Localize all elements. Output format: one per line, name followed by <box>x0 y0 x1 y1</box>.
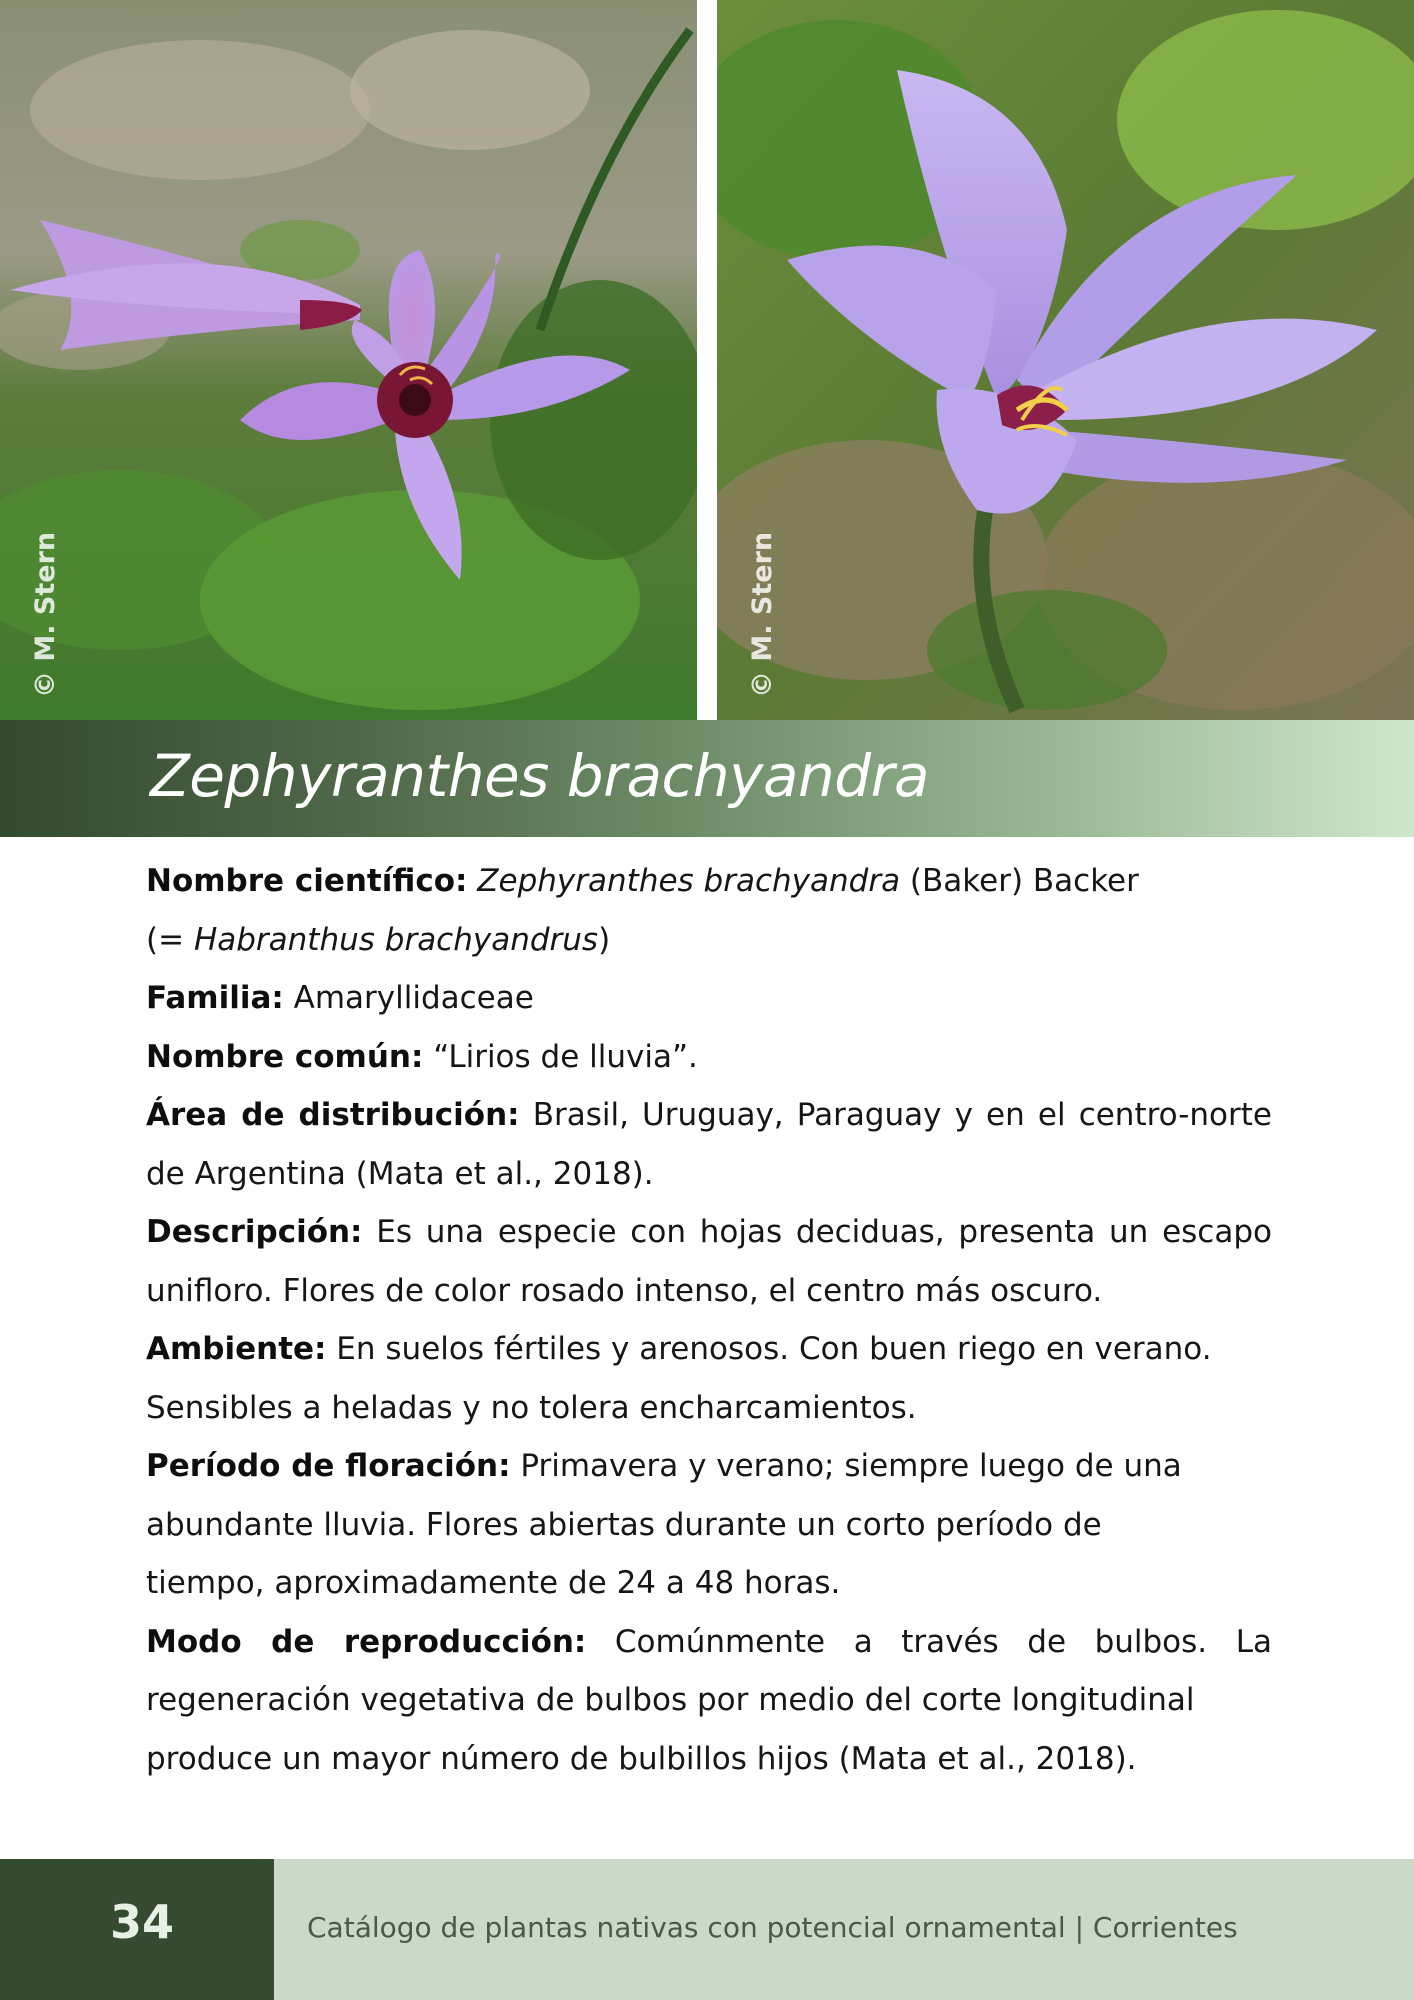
flowering-line-1: Primavera y verano; siempre luego de una <box>510 1448 1182 1484</box>
reproduction-line-2: regeneración vegetativa de bulbos por medio del corte longitudinal <box>146 1682 1195 1718</box>
common-name-label: Nombre común: <box>146 1038 424 1075</box>
page-number-box <box>0 1859 274 2000</box>
common-name-entry <box>146 1028 1272 1087</box>
photo-credit-left: © M. Stern <box>30 531 61 698</box>
flowering-label: Período de floración: <box>146 1448 511 1484</box>
photo-credit-right: © M. Stern <box>747 531 778 698</box>
distribution-entry <box>146 1086 1272 1203</box>
synonym-close: ) <box>598 921 611 958</box>
photo-strip <box>0 0 1414 720</box>
reproduction-label: Modo de reproducción: <box>146 1623 587 1660</box>
footer-catalog-title: Catálogo de plantas nativas con potencial ornamental | Corrientes <box>307 1911 1238 1944</box>
family-entry <box>146 969 1272 1028</box>
species-details <box>146 852 1272 1788</box>
reproduction-line-1: Comúnmente a través de bulbos. La <box>586 1623 1272 1660</box>
species-title-band <box>0 720 1414 837</box>
page-footer <box>0 1859 1414 2000</box>
synonym-open: (= <box>146 921 194 958</box>
description-value: Es una especie con hojas deciduas, presenta un escapo unifloro. Flores de color rosado intenso, el centro más oscuro. <box>146 1214 1272 1309</box>
synonym-entry <box>146 911 1272 970</box>
environment-label: Ambiente: <box>146 1331 327 1367</box>
common-name-value: “Lirios de lluvia”. <box>423 1038 698 1075</box>
description-label: Descripción: <box>146 1214 363 1250</box>
distribution-value: Brasil, Uruguay, Paraguay y en el centro-norte de Argentina (Mata et al., 2018). <box>146 1097 1272 1192</box>
environment-line-1: En suelos fértiles y arenosos. Con buen riego en verano. <box>326 1331 1212 1367</box>
flower-photo-right <box>717 0 1414 720</box>
flower-photo-left <box>0 0 697 720</box>
synonym-name: Habranthus brachyandrus <box>193 921 599 958</box>
environment-line-2: Sensibles a heladas y no tolera encharcamientos. <box>146 1389 917 1426</box>
flowering-line-2: abundante lluvia. Flores abiertas durante un corto período de <box>146 1506 1102 1543</box>
reproduction-entry <box>146 1613 1272 1789</box>
scientific-name-entry <box>146 852 1272 911</box>
page-number: 34 <box>110 1895 175 1949</box>
family-label: Familia: <box>146 980 284 1016</box>
scientific-name-author: (Baker) Backer <box>900 863 1139 899</box>
species-title: Zephyranthes brachyandra <box>150 742 929 810</box>
family-value: Amaryllidaceae <box>283 980 534 1016</box>
scientific-name-value: Zephyranthes brachyandra <box>477 863 901 899</box>
flowering-line-3: tiempo, aproximadamente de 24 a 48 horas. <box>146 1565 841 1601</box>
reproduction-line-3: produce un mayor número de bulbillos hijos (Mata et al., 2018). <box>146 1740 1137 1777</box>
description-entry <box>146 1203 1272 1320</box>
flowering-entry <box>146 1437 1272 1613</box>
environment-entry <box>146 1320 1272 1437</box>
scientific-name-label: Nombre científico: <box>146 863 468 899</box>
distribution-label: Área de distribución: <box>146 1097 520 1133</box>
